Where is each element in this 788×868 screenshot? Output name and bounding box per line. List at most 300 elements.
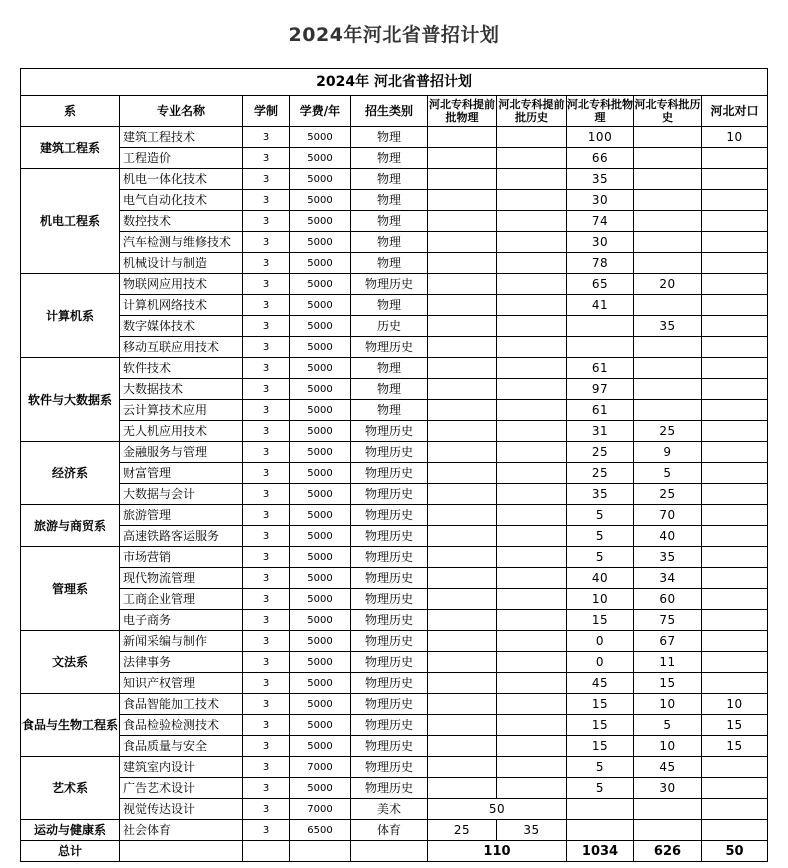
early-history-cell: [497, 148, 567, 169]
fee-cell: 5000: [290, 442, 351, 463]
header-years: 学制: [243, 96, 290, 127]
early-physics-cell: [428, 589, 497, 610]
table-row: [21, 673, 768, 694]
major-cell: 金融服务与管理: [120, 442, 243, 463]
batch-history-cell: [634, 232, 702, 253]
table-row: [21, 400, 768, 421]
table-row: [21, 148, 768, 169]
header-batch-physics: 河北专科批物理: [567, 96, 634, 127]
fee-cell: 5000: [290, 673, 351, 694]
batch-history-cell: 15: [634, 673, 702, 694]
vocational-cell: 15: [702, 736, 768, 757]
years-cell: 3: [243, 757, 290, 778]
category-cell: 体育: [351, 820, 428, 841]
major-cell: 广告艺术设计: [120, 778, 243, 799]
early-physics-cell: [428, 211, 497, 232]
early-history-cell: [497, 400, 567, 421]
early-physics-cell: [428, 442, 497, 463]
table-row: [21, 610, 768, 631]
vocational-cell: [702, 379, 768, 400]
early-physics-cell: [428, 295, 497, 316]
category-cell: 物理历史: [351, 274, 428, 295]
fee-cell: 5000: [290, 568, 351, 589]
table-row: [21, 232, 768, 253]
batch-physics-cell: [567, 337, 634, 358]
years-cell: 3: [243, 358, 290, 379]
vocational-cell: 10: [702, 127, 768, 148]
major-cell: 食品检验检测技术: [120, 715, 243, 736]
category-cell: 物理历史: [351, 715, 428, 736]
fee-cell: 5000: [290, 589, 351, 610]
dept-cell: 经济系: [21, 442, 120, 505]
total-empty-cell: [290, 841, 351, 862]
category-cell: 物理历史: [351, 442, 428, 463]
table-row: [21, 127, 768, 148]
early-history-cell: [497, 778, 567, 799]
category-cell: 物理历史: [351, 484, 428, 505]
batch-physics-cell: 25: [567, 463, 634, 484]
vocational-cell: [702, 568, 768, 589]
early-physics-cell: [428, 526, 497, 547]
table-row: [21, 631, 768, 652]
table-row: [21, 484, 768, 505]
batch-physics-cell: 78: [567, 253, 634, 274]
dept-cell: 文法系: [21, 631, 120, 694]
years-cell: 3: [243, 127, 290, 148]
major-cell: 高速铁路客运服务: [120, 526, 243, 547]
enrollment-plan-table-container: [20, 68, 768, 862]
table-row: [21, 169, 768, 190]
category-cell: 物理: [351, 148, 428, 169]
early-history-cell: [497, 484, 567, 505]
years-cell: 3: [243, 799, 290, 820]
major-cell: 建筑工程技术: [120, 127, 243, 148]
early-physics-cell: [428, 652, 497, 673]
years-cell: 3: [243, 547, 290, 568]
batch-history-cell: [634, 211, 702, 232]
early-physics-cell: [428, 232, 497, 253]
early-physics-cell: [428, 736, 497, 757]
vocational-cell: [702, 442, 768, 463]
category-cell: 物理: [351, 295, 428, 316]
vocational-cell: [702, 526, 768, 547]
major-cell: 财富管理: [120, 463, 243, 484]
fee-cell: 5000: [290, 778, 351, 799]
major-cell: 汽车检测与维修技术: [120, 232, 243, 253]
table-row: [21, 442, 768, 463]
fee-cell: 5000: [290, 694, 351, 715]
header-dept: 系: [21, 96, 120, 127]
early-history-cell: 35: [497, 820, 567, 841]
batch-physics-cell: 5: [567, 547, 634, 568]
major-cell: 食品智能加工技术: [120, 694, 243, 715]
table-row: [21, 463, 768, 484]
category-cell: 物理历史: [351, 736, 428, 757]
category-cell: 物理历史: [351, 757, 428, 778]
early-history-cell: [497, 316, 567, 337]
major-cell: 物联网应用技术: [120, 274, 243, 295]
years-cell: 3: [243, 316, 290, 337]
vocational-cell: [702, 274, 768, 295]
batch-physics-cell: 10: [567, 589, 634, 610]
vocational-cell: 10: [702, 694, 768, 715]
total-empty-cell: [243, 841, 290, 862]
years-cell: 3: [243, 778, 290, 799]
category-cell: 物理历史: [351, 547, 428, 568]
fee-cell: 5000: [290, 400, 351, 421]
early-physics-cell: [428, 274, 497, 295]
category-cell: 物理历史: [351, 673, 428, 694]
years-cell: 3: [243, 715, 290, 736]
early-physics-cell: [428, 694, 497, 715]
early-history-cell: [497, 526, 567, 547]
early-merged-cell: 50: [428, 799, 567, 820]
dept-cell: 艺术系: [21, 757, 120, 820]
years-cell: 3: [243, 400, 290, 421]
batch-history-cell: 20: [634, 274, 702, 295]
batch-history-cell: 70: [634, 505, 702, 526]
early-history-cell: [497, 379, 567, 400]
category-cell: 物理: [351, 232, 428, 253]
batch-history-cell: 30: [634, 778, 702, 799]
batch-history-cell: [634, 169, 702, 190]
early-physics-cell: [428, 568, 497, 589]
table-row: [21, 589, 768, 610]
batch-history-cell: [634, 148, 702, 169]
years-cell: 3: [243, 526, 290, 547]
batch-physics-cell: [567, 820, 634, 841]
years-cell: 3: [243, 295, 290, 316]
batch-history-cell: 40: [634, 526, 702, 547]
major-cell: 电子商务: [120, 610, 243, 631]
batch-history-cell: [634, 295, 702, 316]
early-physics-cell: [428, 190, 497, 211]
table-row: [21, 358, 768, 379]
batch-physics-cell: 66: [567, 148, 634, 169]
batch-history-cell: [634, 400, 702, 421]
category-cell: 物理: [351, 358, 428, 379]
batch-physics-cell: 15: [567, 715, 634, 736]
vocational-cell: [702, 484, 768, 505]
table-row: [21, 190, 768, 211]
early-history-cell: [497, 358, 567, 379]
early-physics-cell: [428, 400, 497, 421]
major-cell: 视觉传达设计: [120, 799, 243, 820]
batch-history-cell: 5: [634, 715, 702, 736]
batch-physics-cell: 15: [567, 694, 634, 715]
vocational-cell: [702, 547, 768, 568]
table-row: [21, 316, 768, 337]
years-cell: 3: [243, 190, 290, 211]
years-cell: 3: [243, 484, 290, 505]
table-row: [21, 568, 768, 589]
batch-history-cell: 10: [634, 694, 702, 715]
vocational-cell: [702, 631, 768, 652]
early-physics-cell: [428, 463, 497, 484]
table-row: [21, 799, 768, 820]
batch-physics-cell: 100: [567, 127, 634, 148]
table-row: [21, 526, 768, 547]
table-row: [21, 211, 768, 232]
header-major: 专业名称: [120, 96, 243, 127]
vocational-cell: [702, 757, 768, 778]
vocational-cell: [702, 610, 768, 631]
early-physics-cell: [428, 379, 497, 400]
category-cell: 物理: [351, 190, 428, 211]
early-history-cell: [497, 295, 567, 316]
early-physics-cell: 25: [428, 820, 497, 841]
batch-physics-cell: 15: [567, 736, 634, 757]
dept-cell: 食品与生物工程系: [21, 694, 120, 757]
batch-history-cell: 34: [634, 568, 702, 589]
dept-cell: 机电工程系: [21, 169, 120, 274]
fee-cell: 5000: [290, 715, 351, 736]
batch-physics-cell: 5: [567, 778, 634, 799]
table-row: [21, 379, 768, 400]
total-empty-cell: [351, 841, 428, 862]
major-cell: 大数据技术: [120, 379, 243, 400]
vocational-cell: [702, 589, 768, 610]
early-physics-cell: [428, 715, 497, 736]
early-physics-cell: [428, 253, 497, 274]
table-row: [21, 274, 768, 295]
vocational-cell: [702, 673, 768, 694]
vocational-cell: [702, 253, 768, 274]
major-cell: 计算机网络技术: [120, 295, 243, 316]
major-cell: 无人机应用技术: [120, 421, 243, 442]
early-history-cell: [497, 253, 567, 274]
major-cell: 知识产权管理: [120, 673, 243, 694]
table-row: [21, 421, 768, 442]
fee-cell: 5000: [290, 127, 351, 148]
enrollment-plan-table: [20, 68, 768, 862]
vocational-cell: [702, 421, 768, 442]
total-early: 110: [428, 841, 567, 862]
table-header-row: [21, 96, 768, 127]
batch-history-cell: [634, 190, 702, 211]
batch-history-cell: 25: [634, 484, 702, 505]
early-physics-cell: [428, 778, 497, 799]
fee-cell: 5000: [290, 148, 351, 169]
fee-cell: 5000: [290, 547, 351, 568]
table-caption: 2024年 河北省普招计划: [21, 69, 768, 96]
years-cell: 3: [243, 673, 290, 694]
batch-physics-cell: 25: [567, 442, 634, 463]
batch-history-cell: [634, 358, 702, 379]
vocational-cell: [702, 820, 768, 841]
fee-cell: 5000: [290, 610, 351, 631]
total-label: 总计: [21, 841, 120, 862]
major-cell: 移动互联应用技术: [120, 337, 243, 358]
fee-cell: 7000: [290, 799, 351, 820]
batch-physics-cell: 41: [567, 295, 634, 316]
major-cell: 数字媒体技术: [120, 316, 243, 337]
years-cell: 3: [243, 379, 290, 400]
fee-cell: 5000: [290, 316, 351, 337]
years-cell: 3: [243, 694, 290, 715]
years-cell: 3: [243, 421, 290, 442]
table-row: [21, 337, 768, 358]
fee-cell: 5000: [290, 190, 351, 211]
major-cell: 工商企业管理: [120, 589, 243, 610]
vocational-cell: [702, 799, 768, 820]
batch-history-cell: [634, 379, 702, 400]
batch-physics-cell: 31: [567, 421, 634, 442]
years-cell: 3: [243, 652, 290, 673]
early-physics-cell: [428, 148, 497, 169]
years-cell: 3: [243, 568, 290, 589]
dept-cell: 建筑工程系: [21, 127, 120, 169]
batch-history-cell: 10: [634, 736, 702, 757]
category-cell: 历史: [351, 316, 428, 337]
batch-physics-cell: 97: [567, 379, 634, 400]
major-cell: 云计算技术应用: [120, 400, 243, 421]
category-cell: 物理历史: [351, 505, 428, 526]
years-cell: 3: [243, 505, 290, 526]
batch-physics-cell: 5: [567, 757, 634, 778]
fee-cell: 5000: [290, 253, 351, 274]
years-cell: 3: [243, 589, 290, 610]
major-cell: 现代物流管理: [120, 568, 243, 589]
early-physics-cell: [428, 484, 497, 505]
table-row: [21, 820, 768, 841]
batch-physics-cell: [567, 316, 634, 337]
fee-cell: 5000: [290, 274, 351, 295]
vocational-cell: [702, 316, 768, 337]
vocational-cell: [702, 190, 768, 211]
major-cell: 市场营销: [120, 547, 243, 568]
table-row: [21, 694, 768, 715]
batch-physics-cell: 30: [567, 190, 634, 211]
total-batch-history: 626: [634, 841, 702, 862]
major-cell: 工程造价: [120, 148, 243, 169]
early-physics-cell: [428, 610, 497, 631]
header-batch-history: 河北专科批历史: [634, 96, 702, 127]
fee-cell: 5000: [290, 526, 351, 547]
early-physics-cell: [428, 316, 497, 337]
category-cell: 物理历史: [351, 778, 428, 799]
batch-history-cell: 75: [634, 610, 702, 631]
category-cell: 物理: [351, 127, 428, 148]
early-history-cell: [497, 190, 567, 211]
vocational-cell: [702, 169, 768, 190]
fee-cell: 5000: [290, 421, 351, 442]
batch-physics-cell: 15: [567, 610, 634, 631]
category-cell: 物理历史: [351, 421, 428, 442]
category-cell: 物理历史: [351, 568, 428, 589]
fee-cell: 5000: [290, 379, 351, 400]
years-cell: 3: [243, 274, 290, 295]
fee-cell: 5000: [290, 232, 351, 253]
early-physics-cell: [428, 127, 497, 148]
fee-cell: 5000: [290, 631, 351, 652]
batch-history-cell: 35: [634, 316, 702, 337]
major-cell: 社会体育: [120, 820, 243, 841]
vocational-cell: [702, 211, 768, 232]
category-cell: 物理历史: [351, 526, 428, 547]
table-row: [21, 295, 768, 316]
batch-physics-cell: 74: [567, 211, 634, 232]
batch-physics-cell: 0: [567, 631, 634, 652]
fee-cell: 5000: [290, 505, 351, 526]
page-title: 2024年河北省普招计划: [288, 24, 500, 46]
table-body: [21, 69, 768, 862]
category-cell: 物理: [351, 211, 428, 232]
fee-cell: 5000: [290, 463, 351, 484]
category-cell: 物理历史: [351, 589, 428, 610]
vocational-cell: 15: [702, 715, 768, 736]
category-cell: 物理: [351, 253, 428, 274]
batch-history-cell: [634, 253, 702, 274]
major-cell: 法律事务: [120, 652, 243, 673]
major-cell: 数控技术: [120, 211, 243, 232]
dept-cell: 旅游与商贸系: [21, 505, 120, 547]
vocational-cell: [702, 652, 768, 673]
batch-physics-cell: 40: [567, 568, 634, 589]
early-history-cell: [497, 757, 567, 778]
batch-physics-cell: 0: [567, 652, 634, 673]
early-physics-cell: [428, 631, 497, 652]
early-history-cell: [497, 232, 567, 253]
category-cell: 物理历史: [351, 631, 428, 652]
category-cell: 物理历史: [351, 463, 428, 484]
early-history-cell: [497, 442, 567, 463]
batch-history-cell: 25: [634, 421, 702, 442]
category-cell: 物理历史: [351, 652, 428, 673]
major-cell: 食品质量与安全: [120, 736, 243, 757]
years-cell: 3: [243, 610, 290, 631]
early-physics-cell: [428, 757, 497, 778]
early-physics-cell: [428, 673, 497, 694]
early-history-cell: [497, 337, 567, 358]
total-empty-cell: [120, 841, 243, 862]
category-cell: 物理: [351, 169, 428, 190]
fee-cell: 6500: [290, 820, 351, 841]
header-vocational: 河北对口: [702, 96, 768, 127]
early-history-cell: [497, 211, 567, 232]
early-history-cell: [497, 463, 567, 484]
batch-history-cell: [634, 127, 702, 148]
total-vocational: 50: [702, 841, 768, 862]
dept-cell: 运动与健康系: [21, 820, 120, 841]
years-cell: 3: [243, 169, 290, 190]
batch-history-cell: 9: [634, 442, 702, 463]
major-cell: 大数据与会计: [120, 484, 243, 505]
category-cell: 美术: [351, 799, 428, 820]
fee-cell: 5000: [290, 484, 351, 505]
batch-history-cell: [634, 799, 702, 820]
fee-cell: 5000: [290, 211, 351, 232]
table-row: [21, 757, 768, 778]
early-history-cell: [497, 673, 567, 694]
early-history-cell: [497, 736, 567, 757]
total-row: [21, 841, 768, 862]
vocational-cell: [702, 295, 768, 316]
years-cell: 3: [243, 463, 290, 484]
fee-cell: 5000: [290, 358, 351, 379]
years-cell: 3: [243, 631, 290, 652]
major-cell: 旅游管理: [120, 505, 243, 526]
table-row: [21, 253, 768, 274]
batch-physics-cell: 5: [567, 505, 634, 526]
major-cell: 机电一体化技术: [120, 169, 243, 190]
major-cell: 机械设计与制造: [120, 253, 243, 274]
major-cell: 建筑室内设计: [120, 757, 243, 778]
years-cell: 3: [243, 442, 290, 463]
vocational-cell: [702, 400, 768, 421]
early-history-cell: [497, 631, 567, 652]
early-history-cell: [497, 547, 567, 568]
